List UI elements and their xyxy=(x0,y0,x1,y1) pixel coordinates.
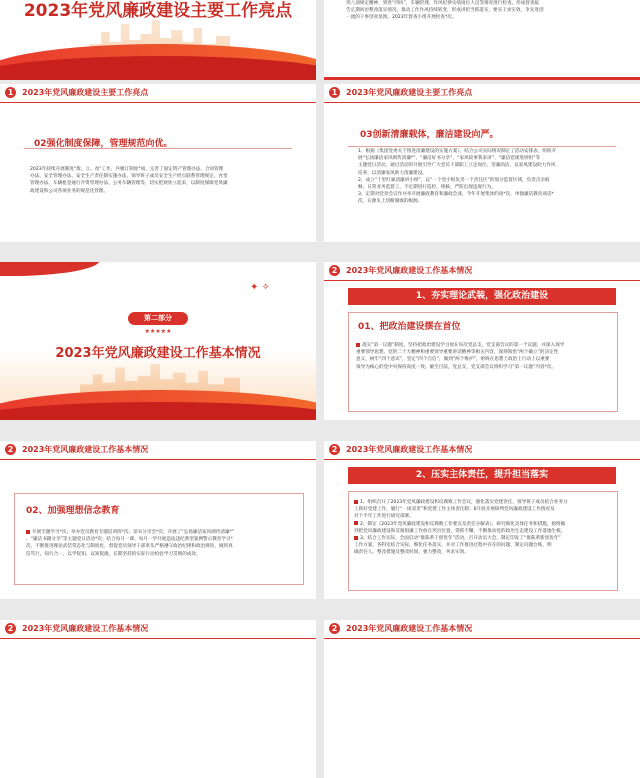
paragraph-text: 2、制定《2023年党风廉政建设和反腐败工作要点及责任分解表》，研究细化具体任务和措施，始终做 xyxy=(360,521,566,527)
slide-10-partial[interactable] xyxy=(324,620,640,778)
paragraph-line: 确责任人、整改措施及整改时间，强力整改，务求实效。 xyxy=(354,550,469,556)
section-tag: 第二部分 xyxy=(128,312,188,325)
slide-9-partial[interactable] xyxy=(0,620,316,778)
paragraph-line: 政建设和公司各项业务的规范化管理。 xyxy=(30,188,109,194)
paragraph-line: 工作方案，各科室结合实际，细化任务落实，并对工作推进过程中存在的问题，制定问题台账，明 xyxy=(354,543,552,549)
paragraph-line: 展“弘扬廉洁家风颂传清廉*”、“廉洁好书分享”、“家风故事我来讲”、“廉洁党课进班组”等 xyxy=(358,156,541,162)
bullet-square-icon xyxy=(354,521,358,525)
subhead: 02强化制度保障，管理规范向优。 xyxy=(34,139,173,149)
paragraph-line: 、“廉洁书籍分享”等主题党日活动*次；结合每月一课、每月一学开展违法违纪典型案例警示教育学习* xyxy=(26,537,233,543)
slide-7-paragraph xyxy=(26,529,296,558)
paragraph-line: 办法、安全管理办法、安全生产责任制实施办法，领导班子成员安全生产经点联系管理规定、食堂 xyxy=(30,174,228,180)
paragraph-line: 领导为核心的党中央保持高度一致。截至目前，党总支、党支部会议组织学习“第一议题”内容*次。 xyxy=(356,364,556,370)
hero-title: 2023年党风廉政建设工作基本情况 xyxy=(55,346,261,361)
slide-header xyxy=(324,441,640,460)
paragraph-line: 3、定期对党章会议作并举开展廉政教育和廉政会谈，今年开展集体约谈*次，单独廉洁教育谈话* xyxy=(358,192,554,198)
paragraph-line: 意义，树牢“四个意识”，坚定“四个自信”，做到“两个维护”，始终在思想上政治上行动上以重要 xyxy=(356,357,550,363)
paragraph-line: 2023年持续开展制度“废、立、改”工作，共梳订制度*项，完善了固定资产管理办法、合同管理 xyxy=(30,167,224,172)
paragraph-line xyxy=(354,499,614,506)
paragraph-text: 3、结合工作实际，全面启动“推陈革干创优年”活动，召开动员大会，制定印发了“推陈革新创优年” xyxy=(360,536,561,542)
slide-header xyxy=(0,441,316,460)
paragraph-line: 对下半年工作进行研究部署。 xyxy=(354,514,414,520)
paragraph-text: 落实“第一议题”制度。坚持把政治建设学习放在每次党总支、党支部会议的第一个议题，并深入领学 xyxy=(362,343,565,348)
paragraph-line: 突八项规定精神，到进“四风”，车辆管理、作风纪律实绩岗位人员等情况进行检查，形成督查报 xyxy=(346,1,540,6)
paragraph-line xyxy=(356,342,612,349)
slide-header xyxy=(324,620,640,639)
header-title: 2023年党风廉政建设工作基本情况 xyxy=(346,266,473,275)
slide-2-text[interactable] xyxy=(324,0,640,80)
paragraph-text: 1、组织召开了2023年党风廉政建设和反腐败工作会议，强化落实党建责任，领导班子成员结合业务分 xyxy=(360,500,568,505)
paragraph-line: 信笃行、知行合一，以学促知、以知促做，长期坚持的实际行动检验学习贯彻的成效。 xyxy=(26,551,201,557)
header-circle-icon: 2 xyxy=(5,623,16,634)
header-title: 2023年党风廉政建设主要工作亮点 xyxy=(346,88,473,97)
section-band: 2、压实主体责任，提升担当落实 xyxy=(348,467,616,484)
bottom-bar xyxy=(324,77,640,80)
slide-6-paragraph xyxy=(356,342,612,371)
dark-red-wave xyxy=(0,402,316,420)
header-circle-icon: 2 xyxy=(329,444,340,455)
slide-6-political-building[interactable] xyxy=(324,262,640,420)
header-circle-icon: 2 xyxy=(5,444,16,455)
paragraph-line: 到把党风廉政建设和反腐倡廉工作放在突出位置，常抓不懈，不断推动党的政治生态建设工作落地生根。 xyxy=(354,528,566,534)
subhead: 03创新清廉载体，廉洁建设向严。 xyxy=(360,130,499,140)
orange-wave xyxy=(0,56,316,80)
header-title: 2023年党风廉政建设工作基本情况 xyxy=(22,445,149,454)
hero-title: 2023年党风廉政建设主要工作亮点 xyxy=(23,1,293,21)
doves-decoration: ✦ ✧ xyxy=(250,282,270,293)
slide-header xyxy=(0,620,316,639)
paragraph-line: 告定期回访整改落实情况，推动工作作风持续转变，形成讲担当抓落实，要实干求实效，争先进创 xyxy=(346,8,544,14)
header-circle-icon: 2 xyxy=(329,623,340,634)
header-circle-icon: 2 xyxy=(329,265,340,276)
header-circle-icon: 1 xyxy=(329,87,340,98)
header-circle-icon: 1 xyxy=(5,87,16,98)
paragraph-text: 开展专题学习*次；举办党员教育专题培训班*次；读书分享会*次；开展了“弘扬廉洁家风颂传清廉*” xyxy=(32,530,235,535)
slide-3-paragraph xyxy=(30,166,294,195)
slide-3-institutional-guarantee[interactable] xyxy=(0,84,316,242)
section-band: 1、夯实理论武装，强化政治建设 xyxy=(348,288,616,305)
header-title: 2023年党风廉政建设工作基本情况 xyxy=(346,624,473,633)
bullet-square-icon xyxy=(354,536,358,540)
slide-8-paragraph xyxy=(354,499,614,557)
paragraph-line: 帧、日常业务监督工，不定期进行巡检、规核，严防出现违规行为。 xyxy=(358,185,496,191)
slide-8-main-responsibility[interactable] xyxy=(324,441,640,599)
slide-4-paragraph xyxy=(358,148,620,206)
paragraph-line: 主题党日活动，通过活动的开展引导广大党员干部职工立足岗位、崇廉尚洁，以家风建设助力作风 xyxy=(358,163,556,169)
subhead: 02、加强理想信念教育 xyxy=(26,506,120,516)
paragraph-line xyxy=(354,521,614,528)
paragraph-line: 一流的干事创业氛围。2023年督查小组开展检查*次。 xyxy=(346,15,457,21)
slide-5-section-cover[interactable] xyxy=(0,262,316,420)
header-title: 2023年党风廉政建设主要工作亮点 xyxy=(22,88,149,97)
slide-header xyxy=(324,262,640,281)
paragraph-line xyxy=(354,535,614,542)
subhead: 01、把政治建设摆在首位 xyxy=(358,322,461,332)
bullet-square-icon xyxy=(354,500,358,504)
star-row: ★★★★★ xyxy=(144,328,172,335)
paragraph-line: 次，不断推进理论武装常态化与制度化，督促党员领导干部率头严格遵守政治纪律和政治规矩，做到真 xyxy=(26,544,233,550)
paragraph-line xyxy=(26,529,296,536)
paragraph-line: 培养，以清廉家风助力清廉建设。 xyxy=(358,170,427,176)
slide-4-clean-carrier[interactable] xyxy=(324,84,640,242)
bullet-square-icon xyxy=(356,343,360,347)
paragraph-line: 工抓好党建工作，履行“一岗双责”和党建工作主体责任制；6月底开展研判党风廉政建设工作情况及 xyxy=(354,507,555,513)
paragraph-line: 次，在源头上切断腐败的根源。 xyxy=(358,199,423,205)
slide-7-ideal-belief[interactable] xyxy=(0,441,316,599)
header-title: 2023年党风廉政建设工作基本情况 xyxy=(346,445,473,454)
slide-1-title-banner[interactable] xyxy=(0,0,316,80)
slide-header xyxy=(0,84,316,103)
paragraph-line: 管理办法、车辆租金通行介资管理办法、公务车辆管理等，切实把规矩立起来，以制度保障党风廉 xyxy=(30,181,228,187)
paragraph-line: 重要领导思想、党的二十大精神和重要领导重要讲话精神等相关内容，深刻领悟“两个确立”的决定性 xyxy=(356,350,559,356)
slide-header xyxy=(324,84,640,103)
paragraph-line: 2、成立“十里红廊清廉讲小组”，以“一个党小组负责一个责任区”的划分监督区域，负责点亲痕 xyxy=(358,177,550,183)
paragraph-line: 1、根据《集团党委关于推进清廉建设的实施方案》，结合公司实际情况制定了活动安排表，组织开 xyxy=(358,149,557,154)
bullet-square-icon xyxy=(26,530,30,534)
header-title: 2023年党风廉政建设工作基本情况 xyxy=(22,624,149,633)
slide-2-paragraph xyxy=(346,0,630,22)
